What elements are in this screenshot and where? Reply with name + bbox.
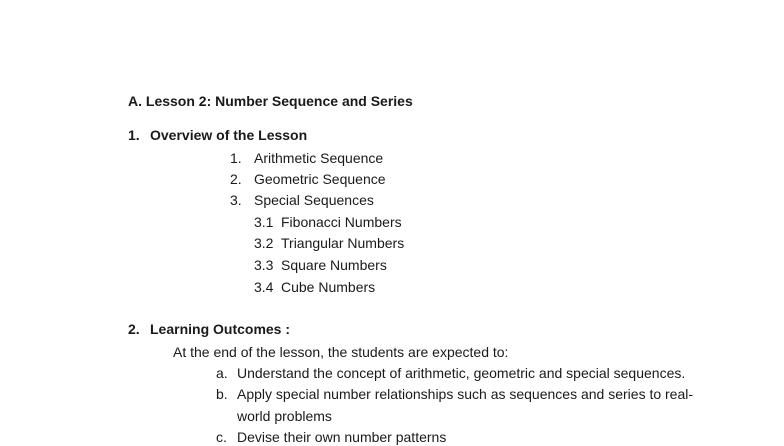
overview-item-label: Geometric Sequence — [254, 171, 386, 187]
overview-item-label: Special Sequences — [254, 192, 374, 208]
overview-item-number: 2. — [230, 171, 242, 187]
outcomes-heading: Learning Outcomes : — [150, 321, 291, 337]
overview-subitem-label: Square Numbers — [281, 257, 387, 273]
lesson-title: A. Lesson 2: Number Sequence and Series — [128, 93, 413, 109]
overview-item-label: Arithmetic Sequence — [254, 150, 384, 166]
overview-heading: Overview of the Lesson — [150, 127, 308, 143]
outcome-item-text: Understand the concept of arithmetic, geometric and special sequences. — [237, 365, 686, 381]
outcome-item-text: Devise their own number patterns — [237, 429, 447, 445]
overview-subitem-label: Triangular Numbers — [281, 235, 405, 251]
overview-subitem-number: 3.1 — [254, 214, 274, 230]
overview-item-number: 1. — [230, 150, 242, 166]
overview-subitem-number: 3.2 — [254, 235, 274, 251]
overview-subitem-number: 3.3 — [254, 257, 274, 273]
outcome-item-letter: a. — [216, 365, 228, 381]
overview-subitem-label: Cube Numbers — [281, 279, 376, 295]
outcomes-intro: At the end of the lesson, the students are expected to: — [173, 344, 509, 360]
overview-item-number: 3. — [230, 192, 242, 208]
overview-number: 1. — [128, 127, 140, 143]
outcome-item-text: Apply special number relationships such as sequences and series to real- — [237, 386, 694, 402]
overview-subitem-label: Fibonacci Numbers — [281, 214, 402, 230]
outcome-item-text-continued: world problems — [237, 408, 332, 424]
outcomes-number: 2. — [128, 321, 140, 337]
outcome-item-letter: c. — [216, 429, 227, 445]
overview-subitem-number: 3.4 — [254, 279, 274, 295]
outcome-item-letter: b. — [216, 386, 228, 402]
